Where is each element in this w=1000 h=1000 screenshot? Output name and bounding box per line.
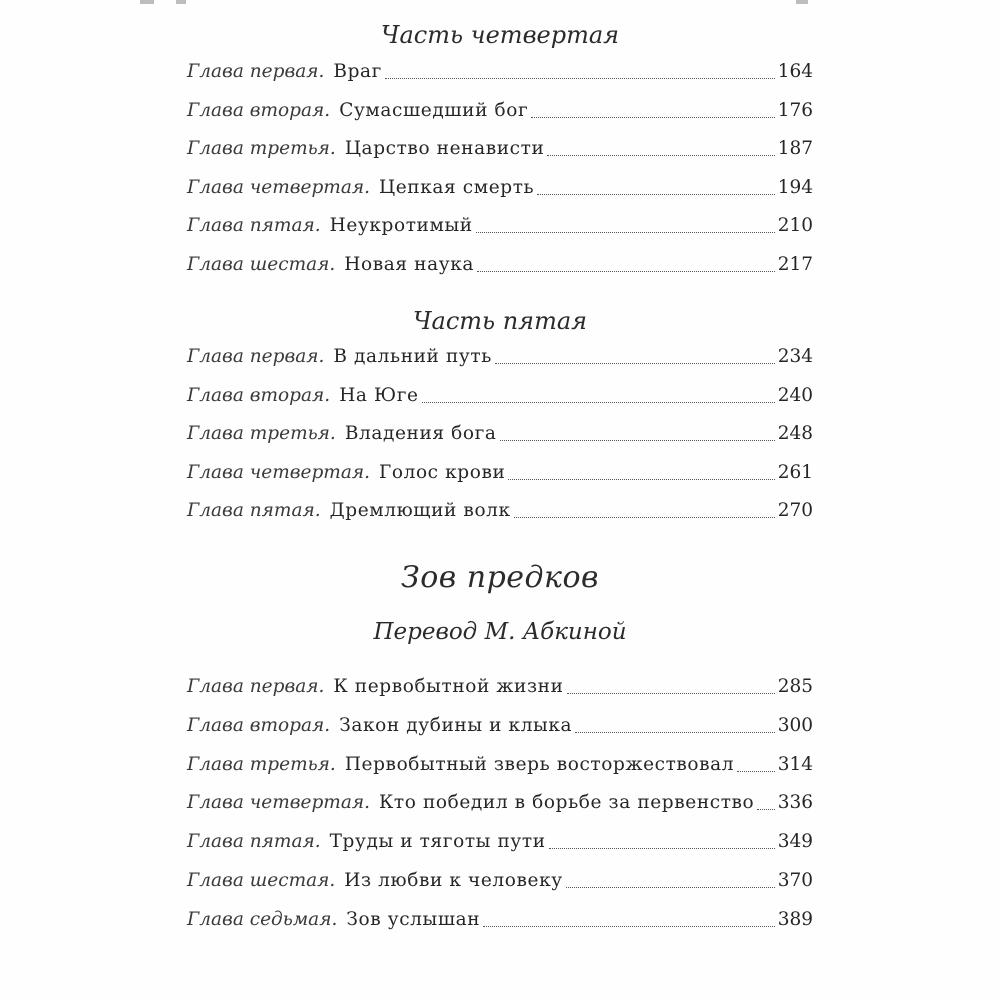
page-number: 176 xyxy=(777,99,813,121)
toc-entry xyxy=(187,346,813,374)
toc-entry xyxy=(187,215,813,243)
toc-entry xyxy=(187,61,813,89)
translator-credit: Перевод М. Абкиной xyxy=(373,619,627,645)
page-number: 336 xyxy=(777,792,813,814)
chapter-label: Глава четвертая. xyxy=(187,176,370,198)
page-edge-mark-left xyxy=(140,0,154,4)
page-number: 370 xyxy=(777,870,813,891)
chapter-title: Закон дубины и клыка xyxy=(339,714,573,736)
chapter-title: Цепкая смерть xyxy=(379,176,535,198)
page-number: 314 xyxy=(777,753,813,775)
book-title: Зов предков xyxy=(401,560,599,595)
chapter-label: Глава первая. xyxy=(187,61,325,82)
chapter-label: Глава третья. xyxy=(187,753,336,775)
page-number: 248 xyxy=(777,423,813,445)
page-number: 389 xyxy=(777,908,813,930)
toc-entry xyxy=(187,100,813,128)
page-number: 240 xyxy=(777,384,813,406)
dot-leader xyxy=(477,270,775,272)
chapter-label: Глава пятая. xyxy=(187,831,321,853)
chapter-label: Глава седьмая. xyxy=(187,908,338,930)
page-number: 217 xyxy=(777,254,813,275)
page-number: 349 xyxy=(777,831,813,853)
chapter-title: Неукротимый xyxy=(329,215,473,237)
chapter-title: Зов услышан xyxy=(346,908,481,930)
toc-entry xyxy=(187,676,813,704)
dot-leader xyxy=(531,116,774,118)
chapter-label: Глава вторая. xyxy=(187,714,331,736)
chapter-label: Глава третья. xyxy=(187,138,336,160)
page-number: 285 xyxy=(777,676,813,697)
chapter-title: Царство ненависти xyxy=(344,138,545,160)
chapter-label: Глава пятая. xyxy=(187,500,321,522)
chapter-title: К первобытной жизни xyxy=(333,676,564,697)
toc-entry xyxy=(187,754,813,782)
toc-entry xyxy=(187,177,813,205)
page-number: 270 xyxy=(777,500,813,522)
page-edge-mark-right xyxy=(796,0,808,4)
toc-entry xyxy=(187,138,813,166)
page-number: 300 xyxy=(777,714,813,736)
chapter-label: Глава шестая. xyxy=(187,254,336,275)
dot-leader xyxy=(422,401,775,403)
chapter-title: Владения бога xyxy=(344,423,497,445)
dot-leader xyxy=(495,362,775,364)
page-number: 164 xyxy=(777,61,813,82)
chapter-title: Первобытный зверь восторжествовал xyxy=(344,753,735,775)
dot-leader xyxy=(514,516,775,518)
chapter-title: Новая наука xyxy=(344,254,474,275)
dot-leader xyxy=(483,925,775,927)
part-four-heading: Часть четвертая xyxy=(380,21,620,49)
chapter-title: Кто победил в борьбе за первенство xyxy=(379,792,755,814)
toc-entry xyxy=(187,831,813,859)
chapter-title: Сумасшедший бог xyxy=(339,99,529,121)
chapter-label: Глава первая. xyxy=(187,346,325,367)
chapter-title: Дремлющий волк xyxy=(329,500,511,522)
chapter-title: Голос крови xyxy=(379,461,506,483)
dot-leader xyxy=(575,731,775,733)
page-number: 194 xyxy=(777,176,813,198)
dot-leader xyxy=(500,439,775,441)
chapter-label: Глава вторая. xyxy=(187,384,331,406)
chapter-label: Глава четвертая. xyxy=(187,792,370,814)
toc-entry xyxy=(187,715,813,743)
chapter-title: Из любви к человеку xyxy=(344,870,563,891)
toc-entry xyxy=(187,385,813,413)
dot-leader xyxy=(385,77,775,79)
dot-leader xyxy=(757,808,774,810)
chapter-title: Труды и тяготы пути xyxy=(329,831,546,853)
toc-entry xyxy=(187,462,813,490)
page-edge-mark-left-2 xyxy=(176,0,186,4)
chapter-title: На Юге xyxy=(339,384,419,406)
dot-leader xyxy=(476,231,775,233)
dot-leader xyxy=(547,154,774,156)
dot-leader xyxy=(537,193,774,195)
chapter-label: Глава шестая. xyxy=(187,870,336,891)
page-number: 234 xyxy=(777,346,813,367)
toc-entry xyxy=(187,870,813,898)
page-number: 187 xyxy=(777,138,813,160)
dot-leader xyxy=(508,478,774,480)
chapter-title: В дальний путь xyxy=(333,346,492,367)
dot-leader xyxy=(737,770,775,772)
toc-entry xyxy=(187,423,813,451)
chapter-label: Глава пятая. xyxy=(187,215,321,237)
chapter-label: Глава вторая. xyxy=(187,99,331,121)
dot-leader xyxy=(566,886,775,888)
toc-entry xyxy=(187,500,813,528)
chapter-title: Враг xyxy=(333,61,382,82)
dot-leader xyxy=(549,847,775,849)
part-five-heading: Часть пятая xyxy=(412,307,588,335)
toc-entry xyxy=(187,909,813,937)
page-number: 261 xyxy=(777,461,813,483)
page-number: 210 xyxy=(777,215,813,237)
chapter-label: Глава первая. xyxy=(187,676,325,697)
dot-leader xyxy=(567,692,775,694)
chapter-label: Глава четвертая. xyxy=(187,461,370,483)
toc-entry xyxy=(187,254,813,282)
toc-entry xyxy=(187,792,813,820)
chapter-label: Глава третья. xyxy=(187,423,336,445)
